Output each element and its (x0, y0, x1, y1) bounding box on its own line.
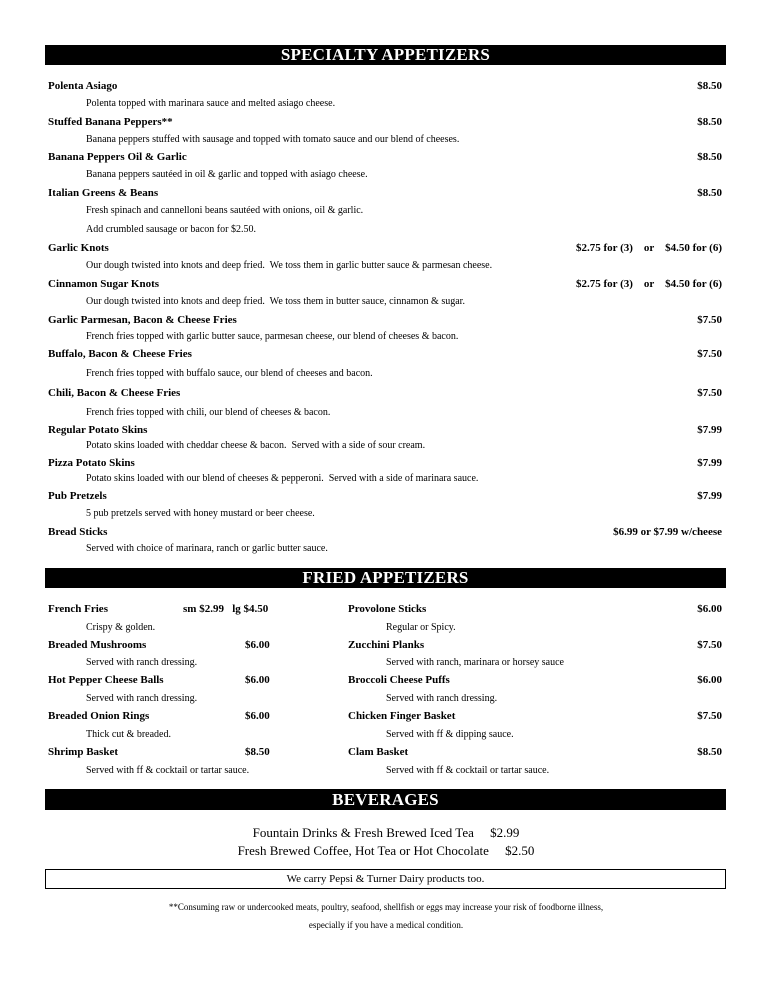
item-name: Breaded Mushrooms (48, 639, 147, 651)
item-price: $6.00 (697, 674, 722, 686)
item-price: $2.75 for (3) or $4.50 for (6) (575, 242, 722, 254)
item-name: Banana Peppers Oil & Garlic (48, 151, 187, 163)
item-desc: Banana peppers stuffed with sausage and topped with tomato sauce and our blend of cheeses. (86, 134, 460, 145)
item-desc: Crispy & golden. (86, 622, 156, 633)
item-price: $8.50 (697, 746, 722, 758)
item-desc: Potato skins loaded with our blend of cheeses & pepperoni. Served with a side of marinara sauce. (86, 473, 479, 484)
item-desc: Fresh spinach and cannelloni beans sautéed with onions, oil & garlic. (86, 205, 364, 216)
item-desc: Served with ranch dressing. (386, 693, 498, 704)
item-price: $7.50 (697, 387, 722, 399)
item-desc: Regular or Spicy. (386, 622, 456, 633)
item-desc: Served with choice of marinara, ranch or garlic butter sauce. (86, 543, 328, 554)
item-price: $6.00 (245, 710, 270, 722)
item-price: $6.00 (697, 603, 722, 615)
item-desc: French fries topped with chili, our blend of cheeses & bacon. (86, 407, 331, 418)
item-name: Provolone Sticks (348, 603, 427, 615)
item-name: Garlic Knots (48, 242, 109, 254)
item-name: Pub Pretzels (48, 490, 107, 502)
item-price: $7.50 (697, 314, 722, 326)
item-desc: Thick cut & breaded. (86, 729, 171, 740)
item-desc: Served with ff & cocktail or tartar sauce. (386, 765, 550, 776)
footnote: especially if you have a medical condition. (308, 920, 464, 930)
item-name: Buffalo, Bacon & Cheese Fries (48, 348, 192, 360)
item-desc: French fries topped with buffalo sauce, our blend of cheeses and bacon. (86, 368, 373, 379)
item-desc: Served with ff & cocktail or tartar sauce. (86, 765, 250, 776)
item-name: Polenta Asiago (48, 80, 118, 92)
item-price: $7.99 (697, 424, 722, 436)
item-price: $6.99 or $7.99 w/cheese (613, 526, 722, 538)
carry-note: We carry Pepsi & Turner Dairy products too. (45, 869, 726, 889)
item-name: Cinnamon Sugar Knots (48, 278, 160, 290)
item-price: $8.50 (697, 116, 722, 128)
item-desc: Served with ranch dressing. (86, 657, 198, 668)
item-desc: Our dough twisted into knots and deep fried. We toss them in butter sauce, cinnamon & sugar. (86, 296, 465, 307)
item-name: Pizza Potato Skins (48, 457, 135, 469)
item-price: $8.50 (697, 151, 722, 163)
item-desc-extra: Add crumbled sausage or bacon for $2.50. (86, 224, 256, 235)
item-price: sm $2.99 lg $4.50 (183, 603, 269, 615)
item-price: $8.50 (697, 187, 722, 199)
specialty-header: SPECIALTY APPETIZERS (45, 45, 726, 65)
item-name: Chili, Bacon & Cheese Fries (48, 387, 181, 399)
item-name: Hot Pepper Cheese Balls (48, 674, 164, 686)
beverage-line: Fountain Drinks & Fresh Brewed Iced Tea $2.99 (252, 825, 520, 840)
beverage-line: Fresh Brewed Coffee, Hot Tea or Hot Chocolate $2.50 (237, 843, 535, 858)
item-desc: Served with ranch, marinara or horsey sauce (386, 657, 564, 668)
item-desc: French fries topped with garlic butter sauce, parmesan cheese, our blend of cheeses & bacon. (86, 331, 459, 342)
item-name: Shrimp Basket (48, 746, 118, 758)
item-price: $7.50 (697, 348, 722, 360)
item-name: Stuffed Banana Peppers** (48, 116, 173, 128)
fried-header: FRIED APPETIZERS (45, 568, 726, 588)
item-desc: Served with ff & dipping sauce. (386, 729, 514, 740)
item-price: $7.50 (697, 710, 722, 722)
item-name: Zucchini Planks (348, 639, 425, 651)
item-name: Garlic Parmesan, Bacon & Cheese Fries (48, 314, 237, 326)
beverages-header: BEVERAGES (45, 789, 726, 810)
item-desc: Potato skins loaded with cheddar cheese & bacon. Served with a side of sour cream. (86, 440, 426, 451)
item-price: $2.75 for (3) or $4.50 for (6) (575, 278, 722, 290)
item-desc: 5 pub pretzels served with honey mustard or beer cheese. (86, 508, 315, 519)
item-name: Clam Basket (348, 746, 409, 758)
item-name: Regular Potato Skins (48, 424, 148, 436)
item-desc: Served with ranch dressing. (86, 693, 198, 704)
item-desc: Banana peppers sautéed in oil & garlic and topped with asiago cheese. (86, 169, 368, 180)
item-price: $7.50 (697, 639, 722, 651)
footnote: **Consuming raw or undercooked meats, poultry, seafood, shellfish or eggs may increase your risk of foodborne illness, (168, 902, 604, 912)
item-price: $6.00 (245, 639, 270, 651)
item-name: Italian Greens & Beans (48, 187, 159, 199)
item-name: Chicken Finger Basket (348, 710, 456, 722)
item-price: $8.50 (697, 80, 722, 92)
item-name: French Fries (48, 603, 108, 615)
item-desc: Our dough twisted into knots and deep fried. We toss them in garlic butter sauce & parmesan cheese. (86, 260, 493, 271)
item-name: Bread Sticks (48, 526, 108, 538)
item-price: $8.50 (245, 746, 270, 758)
item-name: Breaded Onion Rings (48, 710, 150, 722)
item-price: $6.00 (245, 674, 270, 686)
item-price: $7.99 (697, 457, 722, 469)
item-name: Broccoli Cheese Puffs (348, 674, 450, 686)
item-price: $7.99 (697, 490, 722, 502)
item-desc: Polenta topped with marinara sauce and melted asiago cheese. (86, 98, 336, 109)
